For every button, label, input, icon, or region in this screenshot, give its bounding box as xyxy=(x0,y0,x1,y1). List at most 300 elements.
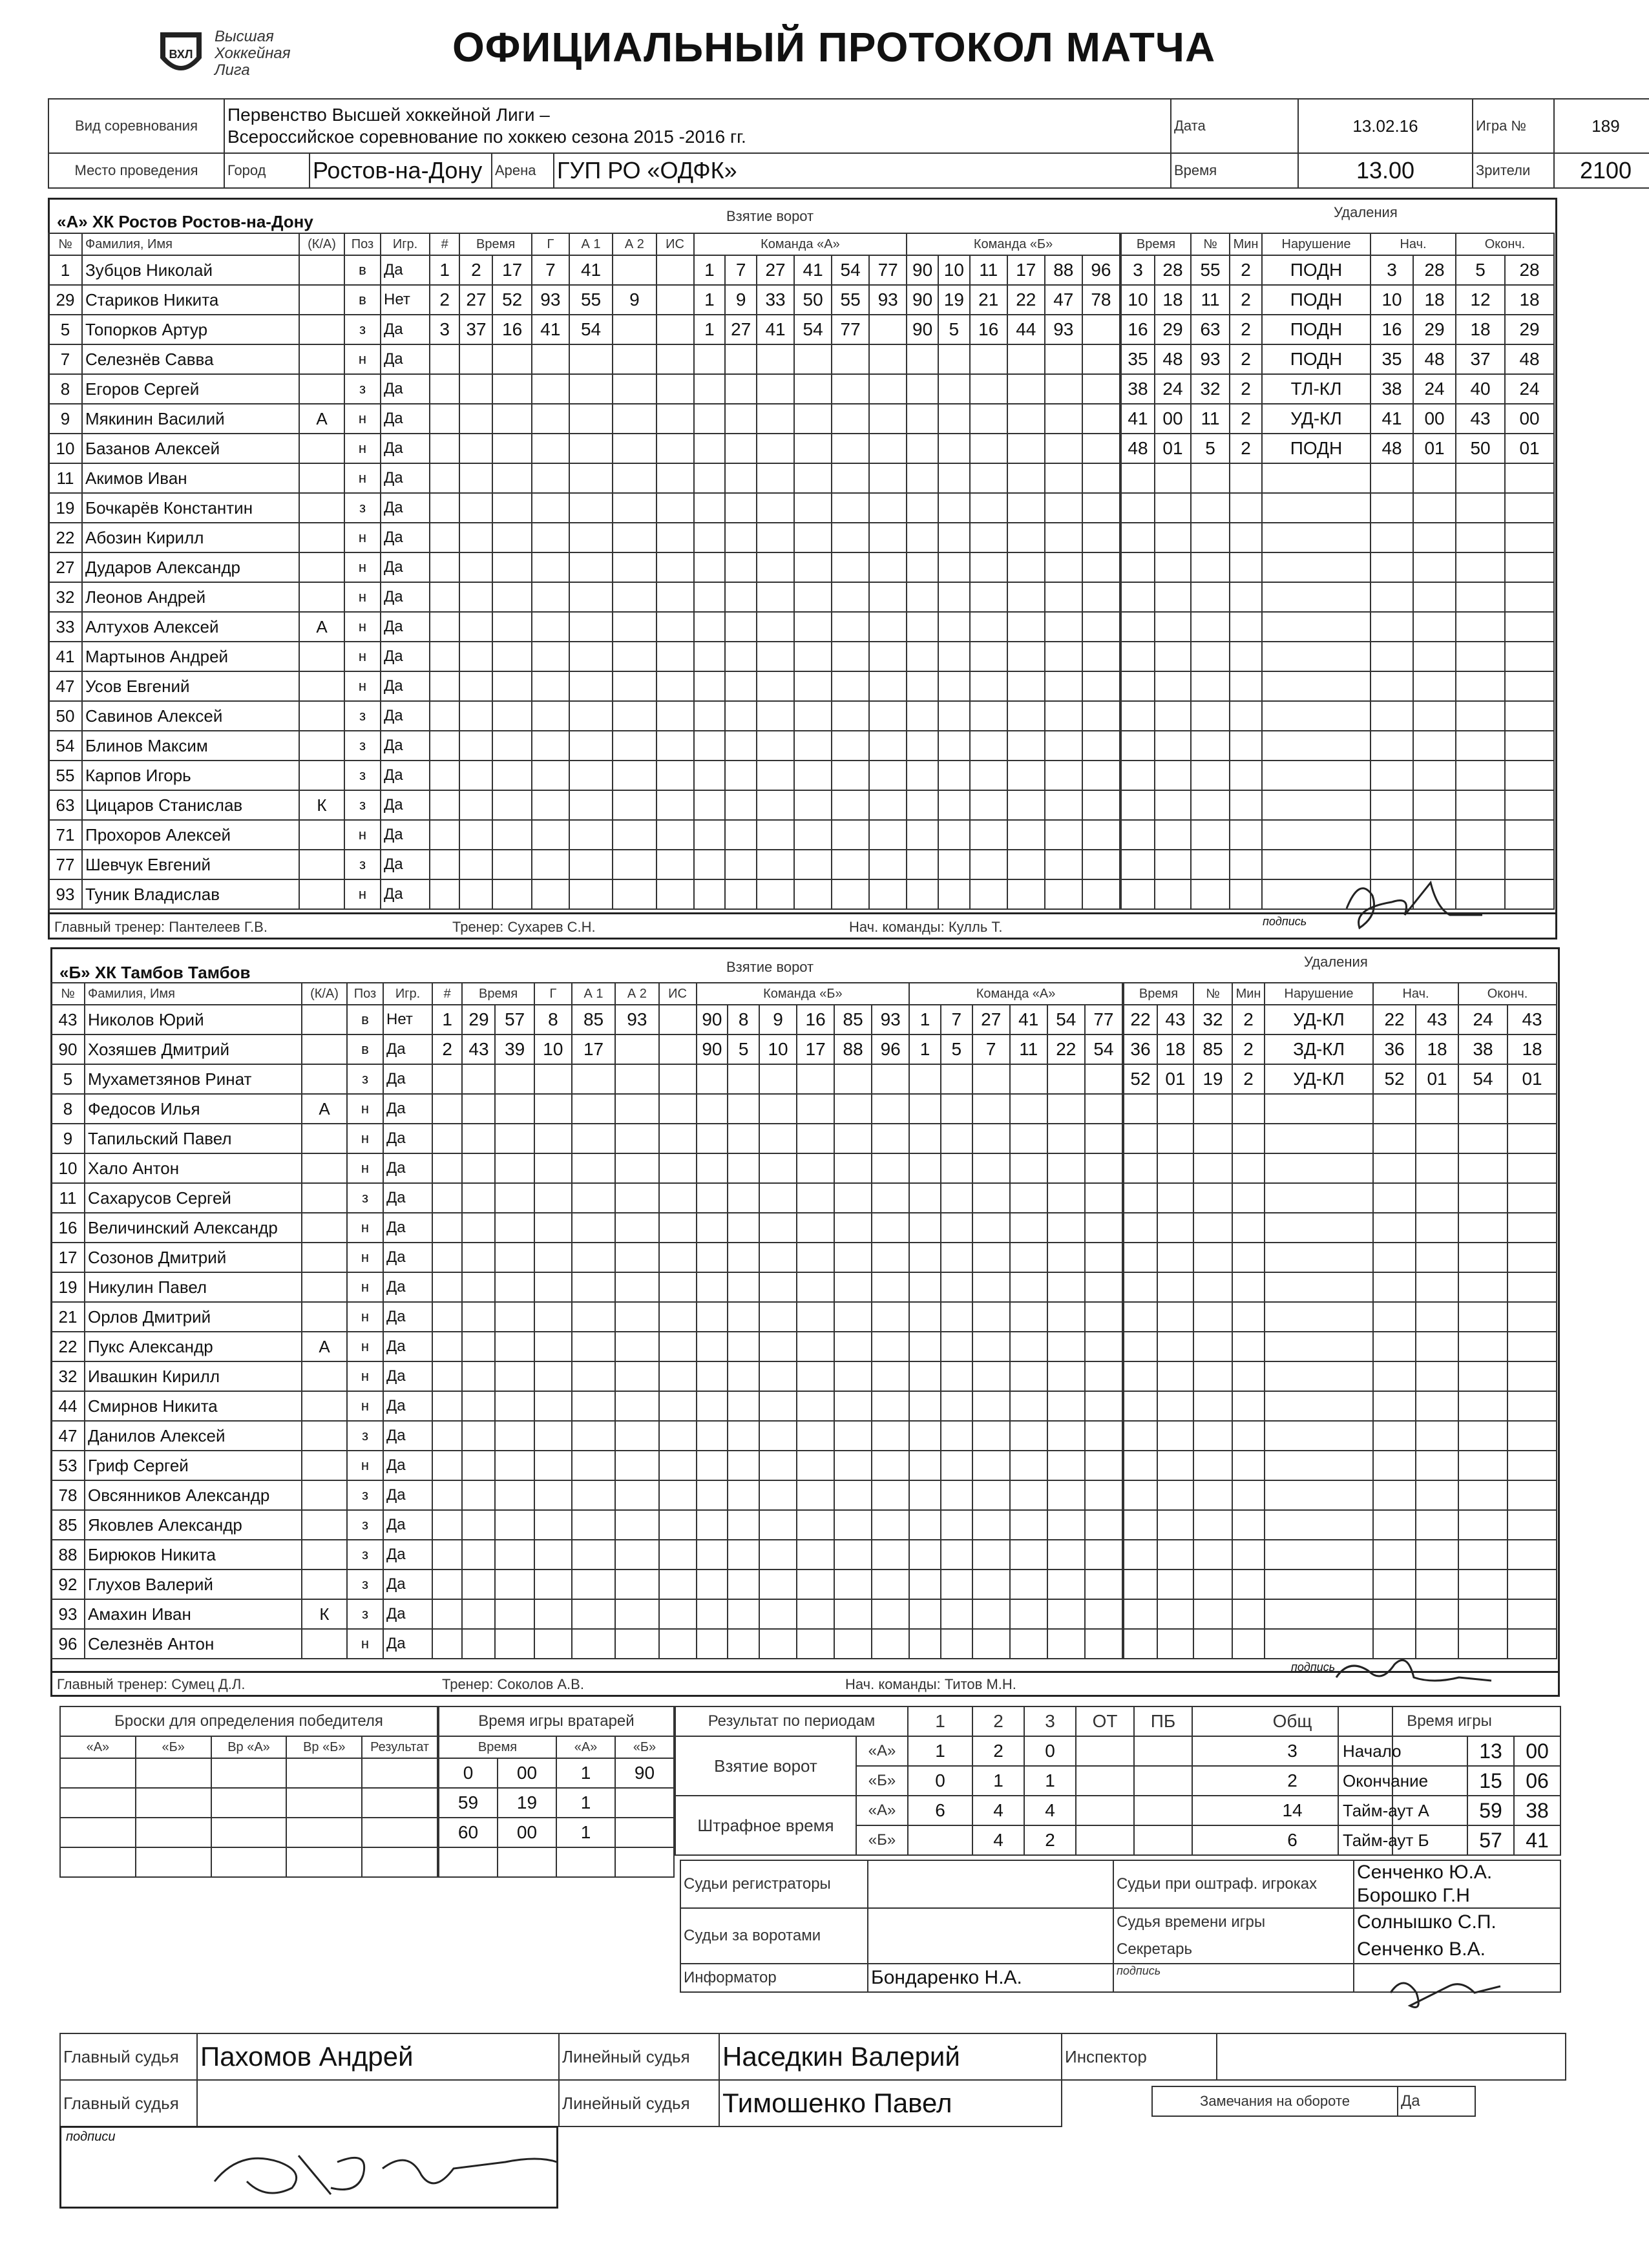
goal-cell xyxy=(794,642,832,671)
goal-cell xyxy=(970,582,1007,612)
penalty-cell xyxy=(1191,879,1230,909)
player-played: Да xyxy=(381,731,430,761)
team-mark: «Б» xyxy=(856,1825,908,1855)
goal-cell: 10 xyxy=(938,255,970,285)
inspector-label: Инспектор xyxy=(1062,2033,1217,2080)
penalty-cell xyxy=(1456,552,1505,582)
shootout-cell xyxy=(136,1758,211,1788)
goal-cell xyxy=(1007,642,1045,671)
penalty-cell xyxy=(1230,790,1262,820)
goal-cell xyxy=(794,493,832,523)
goal-cell xyxy=(1045,790,1082,820)
goal-cell xyxy=(1007,493,1045,523)
player-role xyxy=(302,1243,347,1272)
goal-cell xyxy=(1045,761,1082,790)
goal-cell xyxy=(569,463,613,493)
penalty-cell xyxy=(1413,493,1456,523)
goal-cell xyxy=(569,523,613,552)
player-position: з xyxy=(344,315,381,344)
goal-cell xyxy=(459,731,492,761)
goal-cell xyxy=(907,552,938,582)
goal-cell xyxy=(907,463,938,493)
goal-cell xyxy=(659,1510,697,1540)
player-role xyxy=(299,463,344,493)
player-number: 10 xyxy=(51,1153,85,1183)
penalty-cell xyxy=(1371,761,1413,790)
team_b-goal-col-g: Г xyxy=(534,983,572,1005)
goal-cell xyxy=(572,1391,615,1421)
goal-cell xyxy=(462,1094,495,1124)
goal-cell xyxy=(909,1570,941,1599)
penalty-cell xyxy=(1121,523,1155,552)
team_a-pen-col-start: Нач. xyxy=(1371,233,1456,255)
goal-cell xyxy=(613,731,656,761)
penalty-cell: 41 xyxy=(1121,404,1155,434)
penalty-cell: 93 xyxy=(1191,344,1230,374)
goal-cell xyxy=(694,731,726,761)
player-name: Карпов Игорь xyxy=(82,761,299,790)
penalty-cell xyxy=(1416,1153,1458,1183)
penalty-cell xyxy=(1121,761,1155,790)
penalty-cell xyxy=(1416,1302,1458,1332)
player-row xyxy=(51,1213,432,1243)
player-name: Овсянников Александр xyxy=(85,1480,302,1510)
goal-cell xyxy=(532,582,569,612)
team_b-goal-col-time: Время xyxy=(462,983,534,1005)
goal-cell xyxy=(534,1064,572,1094)
goal-cell: 11 xyxy=(970,255,1007,285)
player-row xyxy=(51,1005,432,1034)
ref1-label: Главный судья xyxy=(60,2033,197,2080)
penalty-cell xyxy=(1191,731,1230,761)
goal-cell xyxy=(656,552,694,582)
goal-cell xyxy=(462,1361,495,1391)
period-col-1: 1 xyxy=(908,1706,972,1736)
player-role xyxy=(302,1183,347,1213)
goal-row xyxy=(430,552,1120,582)
player-played: Да xyxy=(381,404,430,434)
goal-cell xyxy=(572,1213,615,1243)
goal-cell xyxy=(1082,790,1120,820)
penalty-row xyxy=(1124,1153,1557,1183)
goal-cell xyxy=(432,1421,462,1451)
goal-cell xyxy=(728,1183,759,1213)
goal-row xyxy=(432,1272,1122,1302)
goal-cell xyxy=(794,552,832,582)
goal-cell xyxy=(534,1153,572,1183)
team_b-goal-col-is: ИС xyxy=(659,983,697,1005)
penalty-cell xyxy=(1157,1183,1193,1213)
goal-cell xyxy=(725,463,757,493)
goal-cell xyxy=(532,434,569,463)
goal-cell xyxy=(459,612,492,642)
goal-cell xyxy=(797,1510,834,1540)
player-number: 27 xyxy=(48,552,82,582)
team-b-signature xyxy=(1330,1645,1498,1697)
penalty-cell: 35 xyxy=(1371,344,1413,374)
goal-cell xyxy=(941,1480,972,1510)
penalty-cell xyxy=(1262,552,1371,582)
penalty-cell xyxy=(1413,582,1456,612)
penalty-cell: 11 xyxy=(1191,285,1230,315)
player-number: 32 xyxy=(48,582,82,612)
goal-cell: 85 xyxy=(572,1005,615,1034)
goal-cell xyxy=(694,761,726,790)
goal-cell xyxy=(532,612,569,642)
penalty-cell xyxy=(1124,1391,1157,1421)
goal-cell xyxy=(534,1629,572,1659)
player-position: н xyxy=(344,434,381,463)
penalty-cell xyxy=(1124,1213,1157,1243)
goal-cell: 41 xyxy=(532,315,569,344)
goal-cell xyxy=(869,404,907,434)
goal-cell xyxy=(834,1361,872,1391)
penalty-row xyxy=(1124,1124,1557,1153)
goal-cell xyxy=(694,642,726,671)
goal-cell xyxy=(1010,1183,1047,1213)
goal-cell xyxy=(832,731,869,761)
goal-cell xyxy=(909,1302,941,1332)
penalty-cell xyxy=(1155,790,1191,820)
goal-cell: 2 xyxy=(459,255,492,285)
player-position: з xyxy=(347,1183,383,1213)
goal-row xyxy=(432,1629,1122,1659)
player-played: Да xyxy=(381,344,430,374)
penalty-cell xyxy=(1193,1183,1232,1213)
goal-cell xyxy=(430,523,459,552)
penalty-cell xyxy=(1458,1510,1507,1540)
goal-cell xyxy=(728,1599,759,1629)
penalty-cell: ПОДН xyxy=(1262,285,1371,315)
period-value: 6 xyxy=(908,1796,972,1825)
player-row xyxy=(48,790,430,820)
period-col-3: 3 xyxy=(1024,1706,1076,1736)
goal-row xyxy=(432,1540,1122,1570)
goal-cell xyxy=(532,701,569,731)
goal-cell xyxy=(907,582,938,612)
penalty-cell xyxy=(1232,1510,1265,1540)
player-role xyxy=(302,1064,347,1094)
goal-cell xyxy=(459,463,492,493)
goal-cell: 27 xyxy=(725,315,757,344)
penalty-cell xyxy=(1373,1094,1416,1124)
goal-cell xyxy=(569,761,613,790)
goal-row xyxy=(430,820,1120,850)
player-row xyxy=(48,731,430,761)
penalty-cell xyxy=(1157,1272,1193,1302)
goal-cell xyxy=(534,1451,572,1480)
penalty-cell: 48 xyxy=(1121,434,1155,463)
team_b-goal-col-a2: А 2 xyxy=(615,983,658,1005)
goal-cell xyxy=(659,1005,697,1034)
goal-cell xyxy=(728,1451,759,1480)
player-number: 17 xyxy=(51,1243,85,1272)
penalty-row xyxy=(1121,612,1554,642)
goal-cell xyxy=(659,1094,697,1124)
goal-cell: 27 xyxy=(972,1005,1010,1034)
penalty-cell xyxy=(1124,1124,1157,1153)
goal-cell xyxy=(725,761,757,790)
goal-cell xyxy=(534,1570,572,1599)
penalty-cell xyxy=(1155,701,1191,731)
goal-cell xyxy=(938,582,970,612)
goal-cell: 88 xyxy=(1045,255,1082,285)
goal-cell xyxy=(759,1451,797,1480)
player-name: Мухаметзянов Ринат xyxy=(85,1064,302,1094)
goal-cell xyxy=(495,1510,534,1540)
goal-cell xyxy=(1045,731,1082,761)
penalty-cell xyxy=(1157,1302,1193,1332)
goal-cell xyxy=(656,671,694,701)
goal-cell xyxy=(615,1302,658,1332)
goal-cell xyxy=(613,879,656,909)
goal-cell: 96 xyxy=(1082,255,1120,285)
player-number: 5 xyxy=(48,315,82,344)
goal-cell xyxy=(656,255,694,285)
penalty-row xyxy=(1124,1570,1557,1599)
player-row xyxy=(51,1094,432,1124)
goal-cell xyxy=(1047,1302,1085,1332)
goal-cell xyxy=(1007,671,1045,701)
goal-cell: 8 xyxy=(534,1005,572,1034)
gk-cell: 1 xyxy=(556,1788,615,1818)
goal-cell xyxy=(834,1243,872,1272)
goal-cell xyxy=(907,344,938,374)
shootout-cell xyxy=(60,1788,136,1818)
player-number: 11 xyxy=(51,1183,85,1213)
goal-cell xyxy=(907,820,938,850)
penalty-cell: 43 xyxy=(1157,1005,1193,1034)
goal-cell xyxy=(569,582,613,612)
penalty-cell xyxy=(1124,1540,1157,1570)
penalty-cell xyxy=(1505,790,1554,820)
player-position: н xyxy=(344,612,381,642)
player-position: н xyxy=(344,523,381,552)
penalty-cell xyxy=(1262,701,1371,731)
penalty-cell xyxy=(1193,1540,1232,1570)
player-name: Топорков Артур xyxy=(82,315,299,344)
goal-cell xyxy=(725,790,757,820)
game-label: Игра № xyxy=(1473,99,1554,153)
goal-cell xyxy=(495,1629,534,1659)
penalty-cell xyxy=(1458,1272,1507,1302)
goal-cell xyxy=(572,1361,615,1391)
goal-cell: 41 xyxy=(757,315,794,344)
penalty-cell: 18 xyxy=(1157,1034,1193,1064)
player-played: Да xyxy=(381,642,430,671)
goal-cell xyxy=(532,642,569,671)
team_b-roster-table xyxy=(50,982,433,1659)
periods-table xyxy=(675,1706,1393,1856)
informer-value: Бондаренко Н.А. xyxy=(868,1964,1113,1992)
goal-row xyxy=(432,1243,1122,1272)
goal-row xyxy=(432,1005,1122,1034)
penalty-cell xyxy=(1265,1183,1373,1213)
player-position: н xyxy=(344,642,381,671)
goal-cell xyxy=(492,374,531,404)
goal-cell xyxy=(534,1510,572,1540)
goal-cell xyxy=(832,552,869,582)
player-name: Данилов Алексей xyxy=(85,1421,302,1451)
goal-cell xyxy=(759,1124,797,1153)
goal-cell xyxy=(797,1629,834,1659)
penalty-cell xyxy=(1371,582,1413,612)
goal-cell xyxy=(495,1064,534,1094)
player-name: Смирнов Никита xyxy=(85,1391,302,1421)
player-number: 32 xyxy=(51,1361,85,1391)
goal-cell xyxy=(613,642,656,671)
penalty-row xyxy=(1121,790,1554,820)
goal-cell xyxy=(869,642,907,671)
goal-cell xyxy=(938,850,970,879)
penalty-row xyxy=(1124,1183,1557,1213)
goal-cell xyxy=(794,612,832,642)
logo-text-3: Лига xyxy=(215,61,250,79)
goal-cell xyxy=(430,612,459,642)
summary-sign-label: подпись xyxy=(1113,1964,1354,1992)
period-value: 1 xyxy=(908,1736,972,1766)
penalty-cell xyxy=(1157,1629,1193,1659)
goal-row xyxy=(432,1034,1122,1064)
penalty-cell xyxy=(1191,790,1230,820)
goal-cell xyxy=(972,1064,1010,1094)
player-number: 33 xyxy=(48,612,82,642)
penalty-row xyxy=(1121,761,1554,790)
penalty-cell xyxy=(1193,1361,1232,1391)
player-position: в xyxy=(344,255,381,285)
goal-cell xyxy=(725,582,757,612)
remarks-value: Да xyxy=(1398,2086,1475,2116)
penalty-cell: 01 xyxy=(1507,1064,1557,1094)
penalty-cell xyxy=(1193,1153,1232,1183)
goal-cell xyxy=(759,1332,797,1361)
goal-cell xyxy=(832,404,869,434)
period-value: 0 xyxy=(1024,1736,1076,1766)
player-position: з xyxy=(347,1540,383,1570)
goal-cell xyxy=(757,493,794,523)
goal-cell xyxy=(941,1540,972,1570)
goal-cell xyxy=(1085,1332,1122,1361)
goal-cell xyxy=(432,1064,462,1094)
goal-cell xyxy=(1047,1243,1085,1272)
player-name: Дударов Александр xyxy=(82,552,299,582)
goal-cell xyxy=(534,1540,572,1570)
goal-cell xyxy=(1085,1570,1122,1599)
player-played: Да xyxy=(381,820,430,850)
goal-cell xyxy=(1007,761,1045,790)
goal-cell xyxy=(909,1332,941,1361)
shootout-col-4: Результат xyxy=(362,1736,437,1758)
secretary-value: Сенченко В.А. xyxy=(1357,1938,1486,1960)
penalty-cell xyxy=(1505,731,1554,761)
goal-row xyxy=(430,850,1120,879)
player-number: 5 xyxy=(51,1064,85,1094)
goal-cell xyxy=(938,820,970,850)
team_a-pen-col-min: Мин xyxy=(1230,233,1262,255)
goal-cell xyxy=(615,1510,658,1540)
penalty-cell xyxy=(1373,1332,1416,1361)
player-number: 9 xyxy=(48,404,82,434)
penalty-cell xyxy=(1413,552,1456,582)
penalty-cell xyxy=(1157,1421,1193,1451)
goal-cell xyxy=(907,790,938,820)
goal-cell xyxy=(1010,1599,1047,1629)
team_b-col-plays: Игр. xyxy=(383,983,432,1005)
goal-cell xyxy=(459,434,492,463)
goal-cell xyxy=(569,790,613,820)
goal-cell: 57 xyxy=(495,1005,534,1034)
gk-cell: 60 xyxy=(439,1818,498,1847)
goal-cell: 54 xyxy=(794,315,832,344)
goal-cell xyxy=(938,374,970,404)
goal-cell xyxy=(869,344,907,374)
goal-cell xyxy=(697,1124,728,1153)
goal-cell xyxy=(970,761,1007,790)
penalty-cell xyxy=(1232,1243,1265,1272)
player-row xyxy=(48,820,430,850)
goal-cell xyxy=(659,1599,697,1629)
goal-cell xyxy=(1007,879,1045,909)
player-played: Да xyxy=(383,1599,432,1629)
goal-cell xyxy=(759,1510,797,1540)
penalty-cell xyxy=(1456,671,1505,701)
player-row xyxy=(51,1421,432,1451)
penalty-row xyxy=(1121,255,1554,285)
goal-cell: 10 xyxy=(534,1034,572,1064)
goal-cell xyxy=(462,1243,495,1272)
goal-cell xyxy=(972,1629,1010,1659)
goal-cell xyxy=(534,1332,572,1361)
player-name: Прохоров Алексей xyxy=(82,820,299,850)
goal-cell xyxy=(656,879,694,909)
goal-cell xyxy=(728,1421,759,1451)
goal-row xyxy=(432,1213,1122,1243)
goal-row xyxy=(432,1510,1122,1540)
goal-cell xyxy=(725,671,757,701)
player-name: Сахарусов Сергей xyxy=(85,1183,302,1213)
player-role xyxy=(302,1034,347,1064)
goal-cell xyxy=(697,1094,728,1124)
penalty-cell: 18 xyxy=(1507,1034,1557,1064)
goal-cell xyxy=(834,1570,872,1599)
player-played: Да xyxy=(383,1332,432,1361)
player-played: Да xyxy=(381,374,430,404)
goal-cell xyxy=(832,761,869,790)
penalty-cell xyxy=(1191,642,1230,671)
goal-row xyxy=(430,374,1120,404)
penalty-cell xyxy=(1157,1153,1193,1183)
goal-cell xyxy=(697,1213,728,1243)
goal-cell: 96 xyxy=(872,1034,909,1064)
penalty-cell xyxy=(1505,642,1554,671)
player-position: з xyxy=(344,374,381,404)
goal-cell xyxy=(797,1153,834,1183)
goal-cell xyxy=(1047,1213,1085,1243)
team-b-block xyxy=(50,947,1560,1697)
player-name: Хало Антон xyxy=(85,1153,302,1183)
goal-cell xyxy=(759,1570,797,1599)
goal-cell xyxy=(725,344,757,374)
goal-cell xyxy=(909,1540,941,1570)
penalty-cell xyxy=(1416,1213,1458,1243)
goal-row xyxy=(432,1302,1122,1332)
goal-cell xyxy=(495,1540,534,1570)
penalty-cell xyxy=(1193,1480,1232,1510)
player-position: н xyxy=(344,582,381,612)
penalty-row xyxy=(1121,285,1554,315)
goal-cell xyxy=(656,820,694,850)
goal-cell xyxy=(656,285,694,315)
